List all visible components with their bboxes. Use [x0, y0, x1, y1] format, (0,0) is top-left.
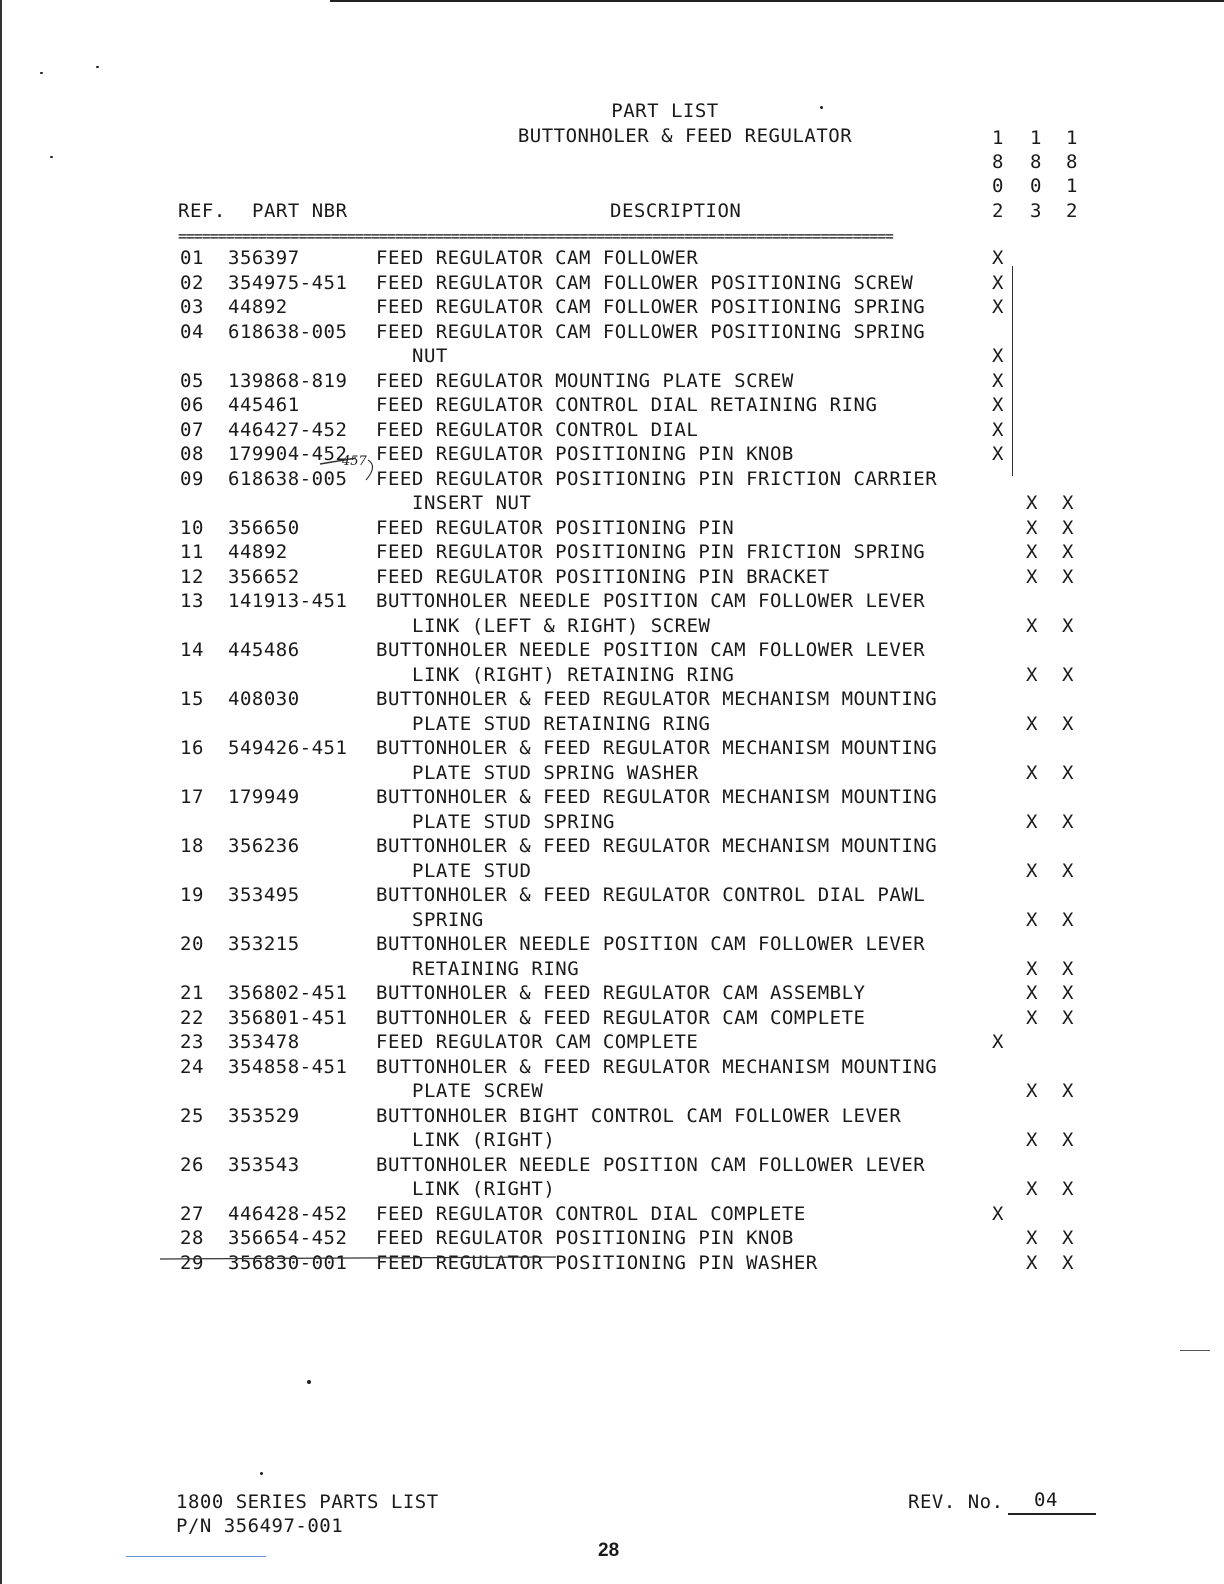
row-ref-number: 27: [180, 1202, 204, 1225]
row-ref-number: 28: [180, 1227, 204, 1249]
model-applicability-mark: X: [992, 369, 1004, 392]
model-applicability-mark: X: [1062, 492, 1074, 514]
speck: [260, 1472, 263, 1475]
model-applicability-mark: X: [1026, 957, 1038, 980]
model-applicability-mark: X: [1026, 761, 1038, 784]
row-ref-number: 21: [180, 982, 204, 1004]
table-row: [0, 835, 1224, 882]
model-applicability-mark: X: [1062, 908, 1074, 931]
row-ref-number: 16: [180, 737, 204, 759]
row-part-number: 356650: [228, 516, 300, 539]
row-part-number: 408030: [228, 688, 300, 710]
row-description: FEED REGULATOR POSITIONING PIN BRACKET: [376, 565, 830, 588]
table-row: [0, 982, 1224, 1006]
margin-mark: [1180, 1350, 1210, 1351]
table-row: [0, 639, 1224, 686]
model-applicability-mark: X: [1026, 712, 1038, 735]
model-applicability-mark: X: [992, 443, 1004, 465]
row-ref-number: 26: [180, 1153, 204, 1176]
handwritten-note: 457: [342, 454, 367, 469]
model-applicability-mark: X: [992, 1202, 1004, 1225]
row-description-continued: RETAINING RING: [412, 957, 580, 980]
row-description: BUTTONHOLER & FEED REGULATOR MECHANISM MOUNTING: [376, 835, 938, 857]
speck: [50, 156, 53, 158]
model-applicability-mark: X: [1062, 1080, 1074, 1102]
row-description: BUTTONHOLER & FEED REGULATOR MECHANISM MOUNTING: [376, 737, 938, 759]
row-description: BUTTONHOLER BIGHT CONTROL CAM FOLLOWER LEVER: [376, 1104, 902, 1127]
page-number: 28: [598, 1540, 620, 1561]
row-description: FEED REGULATOR POSITIONING PIN FRICTION CARRIER: [376, 467, 938, 490]
row-description: FEED REGULATOR CAM FOLLOWER: [376, 247, 699, 269]
model-column-digit: 1: [1066, 127, 1078, 149]
row-part-number: 139868-819: [228, 369, 348, 392]
model-1802-bracket-line: [1012, 266, 1013, 476]
table-row: [0, 884, 1224, 931]
table-row: [0, 688, 1224, 735]
model-applicability-mark: X: [1062, 859, 1074, 882]
row-ref-number: 01: [180, 247, 204, 269]
row-description: BUTTONHOLER NEEDLE POSITION CAM FOLLOWER LEVER: [376, 933, 926, 955]
table-row: [0, 467, 1224, 514]
footer-part-number: P/N 356497-001: [176, 1515, 344, 1537]
footer-series-label: 1800 SERIES PARTS LIST: [176, 1491, 439, 1513]
row-description: BUTTONHOLER & FEED REGULATOR MECHANISM MOUNTING: [376, 786, 938, 808]
model-applicability-mark: X: [1062, 663, 1074, 686]
table-row: [0, 370, 1224, 394]
row-ref-number: 20: [180, 933, 204, 955]
model-applicability-mark: X: [1026, 1251, 1038, 1274]
row-description: FEED REGULATOR POSITIONING PIN WASHER: [376, 1251, 818, 1274]
model-applicability-mark: X: [1026, 492, 1038, 514]
row-part-number: 353529: [228, 1104, 300, 1127]
model-applicability-mark: X: [1026, 1006, 1038, 1029]
table-row: [0, 394, 1224, 418]
row-ref-number: 19: [180, 884, 204, 906]
footer-revision-value: 04: [1034, 1489, 1058, 1511]
bottom-link-line: [126, 1556, 266, 1557]
table-row: [0, 419, 1224, 443]
table-row: [0, 1153, 1224, 1200]
row-part-number: 618638-005: [228, 467, 348, 490]
model-applicability-mark: X: [992, 247, 1004, 269]
table-row: [0, 1203, 1224, 1227]
row-description: BUTTONHOLER & FEED REGULATOR MECHANISM MOUNTING: [376, 688, 938, 710]
row-description: FEED REGULATOR POSITIONING PIN KNOB: [376, 1227, 794, 1249]
table-row: [0, 1007, 1224, 1031]
table-row: [0, 320, 1224, 367]
row-description-continued: PLATE STUD RETAINING RING: [412, 712, 711, 735]
model-applicability-mark: X: [1062, 957, 1074, 980]
revision-underline: [1008, 1513, 1096, 1515]
row-description: BUTTONHOLER NEEDLE POSITION CAM FOLLOWER LEVER: [376, 590, 926, 612]
table-row: [0, 933, 1224, 980]
row-ref-number: 11: [180, 541, 204, 563]
model-column-digit: 2: [1066, 200, 1078, 222]
handwritten-annotation: [320, 452, 380, 492]
row-description: FEED REGULATOR MOUNTING PLATE SCREW: [376, 369, 794, 392]
model-column-digit: 2: [992, 200, 1004, 222]
row-part-number: 356801-451: [228, 1006, 348, 1029]
table-row: [0, 541, 1224, 565]
row-part-number: 445486: [228, 639, 300, 661]
row-ref-number: 10: [180, 516, 204, 539]
model-applicability-mark: X: [992, 1031, 1004, 1053]
row-ref-number: 17: [180, 786, 204, 808]
row-ref-number: 18: [180, 835, 204, 857]
speck: [96, 66, 99, 68]
row-part-number: 618638-005: [228, 320, 348, 343]
model-applicability-mark: X: [1062, 541, 1074, 563]
model-column-digit: 1: [1066, 175, 1078, 197]
row-ref-number: 22: [180, 1006, 204, 1029]
model-applicability-mark: X: [1026, 810, 1038, 833]
row-description: BUTTONHOLER NEEDLE POSITION CAM FOLLOWER LEVER: [376, 639, 926, 661]
row-part-number: 356830-001: [228, 1251, 348, 1274]
table-row: [0, 272, 1224, 296]
row-ref-number: 25: [180, 1104, 204, 1127]
model-applicability-mark: X: [1062, 810, 1074, 833]
row-description: FEED REGULATOR CONTROL DIAL COMPLETE: [376, 1202, 806, 1225]
strike-through-line: [160, 1249, 556, 1261]
table-row: [0, 1055, 1224, 1102]
row-description: FEED REGULATOR POSITIONING PIN KNOB: [376, 443, 794, 465]
row-description: FEED REGULATOR CAM COMPLETE: [376, 1031, 699, 1053]
model-applicability-mark: X: [992, 271, 1004, 294]
row-ref-number: 09: [180, 467, 204, 490]
row-part-number: 179904-452: [228, 443, 348, 465]
row-description: FEED REGULATOR CAM FOLLOWER POSITIONING SCREW: [376, 271, 914, 294]
model-applicability-mark: X: [1062, 1006, 1074, 1029]
row-part-number: 354858-451: [228, 1055, 348, 1078]
model-column-digit: 8: [1030, 151, 1042, 173]
row-ref-number: 06: [180, 394, 204, 416]
row-description-continued: LINK (LEFT & RIGHT) SCREW: [412, 614, 711, 637]
table-row: [0, 1227, 1224, 1251]
row-description: FEED REGULATOR CONTROL DIAL: [376, 418, 699, 441]
row-description: FEED REGULATOR POSITIONING PIN FRICTION SPRING: [376, 541, 926, 563]
model-column-digit: 1: [992, 127, 1004, 149]
row-part-number: 446428-452: [228, 1202, 348, 1225]
row-part-number: 549426-451: [228, 737, 348, 759]
model-applicability-mark: X: [1062, 565, 1074, 588]
model-applicability-mark: X: [992, 296, 1004, 318]
row-description-continued: PLATE SCREW: [412, 1080, 544, 1102]
row-part-number: 353543: [228, 1153, 300, 1176]
row-description-continued: LINK (RIGHT): [412, 1129, 556, 1151]
row-ref-number: 08: [180, 443, 204, 465]
row-description: BUTTONHOLER & FEED REGULATOR CAM COMPLETE: [376, 1006, 866, 1029]
row-description-continued: NUT: [412, 345, 448, 367]
table-row: [0, 296, 1224, 320]
page-subtitle: BUTTONHOLER & FEED REGULATOR: [517, 125, 853, 147]
table-row: [0, 1031, 1224, 1055]
row-ref-number: 03: [180, 296, 204, 318]
model-applicability-mark: X: [1062, 761, 1074, 784]
row-ref-number: 02: [180, 271, 204, 294]
model-applicability-mark: X: [1062, 982, 1074, 1004]
model-applicability-mark: X: [1026, 516, 1038, 539]
page-title: PART LIST: [611, 100, 719, 122]
row-description: FEED REGULATOR POSITIONING PIN: [376, 516, 735, 539]
model-applicability-mark: X: [1062, 1129, 1074, 1151]
row-ref-number: 07: [180, 418, 204, 441]
table-row: [0, 1104, 1224, 1151]
row-part-number: 353478: [228, 1031, 300, 1053]
row-description-continued: LINK (RIGHT) RETAINING RING: [412, 663, 735, 686]
table-row: [0, 590, 1224, 637]
row-description-continued: SPRING: [412, 908, 484, 931]
model-applicability-mark: X: [1026, 663, 1038, 686]
row-part-number: 445461: [228, 394, 300, 416]
model-applicability-mark: X: [1026, 541, 1038, 563]
row-description: BUTTONHOLER NEEDLE POSITION CAM FOLLOWER LEVER: [376, 1153, 926, 1176]
model-applicability-mark: X: [1026, 1178, 1038, 1200]
model-applicability-mark: X: [1026, 1129, 1038, 1151]
row-ref-number: 23: [180, 1031, 204, 1053]
model-applicability-mark: X: [992, 418, 1004, 441]
table-row: [0, 566, 1224, 590]
row-part-number: 179949: [228, 786, 300, 808]
model-applicability-mark: X: [1026, 614, 1038, 637]
row-ref-number: 29: [180, 1251, 204, 1274]
table-row: [0, 443, 1224, 467]
table-row: [0, 247, 1224, 271]
speck: [40, 72, 43, 74]
model-column-digit: 8: [992, 151, 1004, 173]
row-part-number: 356397: [228, 247, 300, 269]
model-applicability-mark: X: [1026, 859, 1038, 882]
model-column-digit: 0: [1030, 175, 1042, 197]
speck: [307, 1380, 311, 1384]
column-header-part-number: PART NBR: [252, 200, 348, 222]
row-ref-number: 05: [180, 369, 204, 392]
row-ref-number: 04: [180, 320, 204, 343]
row-description-continued: INSERT NUT: [412, 492, 532, 514]
model-applicability-mark: X: [1062, 712, 1074, 735]
row-ref-number: 14: [180, 639, 204, 661]
model-applicability-mark: X: [1026, 982, 1038, 1004]
table-row: [0, 737, 1224, 784]
table-row: [0, 786, 1224, 833]
model-applicability-mark: X: [1062, 1178, 1074, 1200]
row-description-continued: PLATE STUD SPRING: [412, 810, 615, 833]
model-applicability-mark: X: [992, 394, 1004, 416]
model-applicability-mark: X: [1062, 1251, 1074, 1274]
model-applicability-mark: X: [1026, 908, 1038, 931]
row-description-continued: PLATE STUD SPRING WASHER: [412, 761, 699, 784]
model-applicability-mark: X: [1026, 1080, 1038, 1102]
top-border-rule: [330, 0, 1224, 2]
model-applicability-mark: X: [1062, 516, 1074, 539]
row-part-number: 141913-451: [228, 590, 348, 612]
row-ref-number: 13: [180, 590, 204, 612]
column-header-description: DESCRIPTION: [610, 200, 742, 222]
row-part-number: 356652: [228, 565, 300, 588]
row-part-number: 44892: [228, 541, 288, 563]
row-part-number: 44892: [228, 296, 288, 318]
model-applicability-mark: X: [992, 345, 1004, 367]
model-applicability-mark: X: [1062, 1227, 1074, 1249]
row-description: BUTTONHOLER & FEED REGULATOR CAM ASSEMBLY: [376, 982, 866, 1004]
row-part-number: 354975-451: [228, 271, 348, 294]
row-description: FEED REGULATOR CONTROL DIAL RETAINING RING: [376, 394, 878, 416]
table-row: [0, 517, 1224, 541]
row-part-number: 353215: [228, 933, 300, 955]
row-part-number: 446427-452: [228, 418, 348, 441]
speck: [820, 106, 823, 109]
row-description-continued: PLATE STUD: [412, 859, 532, 882]
model-column-digit: 0: [992, 175, 1004, 197]
row-description: BUTTONHOLER & FEED REGULATOR MECHANISM MOUNTING: [376, 1055, 938, 1078]
model-column-digit: 1: [1030, 127, 1042, 149]
row-part-number: 353495: [228, 884, 300, 906]
footer-revision-label: REV. No.: [908, 1491, 1004, 1513]
row-description: FEED REGULATOR CAM FOLLOWER POSITIONING SPRING: [376, 320, 926, 343]
model-column-digit: 8: [1066, 151, 1078, 173]
model-applicability-mark: X: [1026, 565, 1038, 588]
column-header-ref: REF.: [178, 200, 226, 222]
model-applicability-mark: X: [1062, 614, 1074, 637]
model-column-digit: 3: [1030, 200, 1042, 222]
row-description: FEED REGULATOR CAM FOLLOWER POSITIONING SPRING: [376, 296, 926, 318]
row-description: BUTTONHOLER & FEED REGULATOR CONTROL DIAL PAWL: [376, 884, 926, 906]
row-part-number: 356802-451: [228, 982, 348, 1004]
header-separator: =========================================================================================: [178, 227, 893, 245]
row-part-number: 356654-452: [228, 1227, 348, 1249]
row-ref-number: 12: [180, 565, 204, 588]
row-description-continued: LINK (RIGHT): [412, 1178, 556, 1200]
row-ref-number: 15: [180, 688, 204, 710]
row-part-number: 356236: [228, 835, 300, 857]
model-applicability-mark: X: [1026, 1227, 1038, 1249]
row-ref-number: 24: [180, 1055, 204, 1078]
